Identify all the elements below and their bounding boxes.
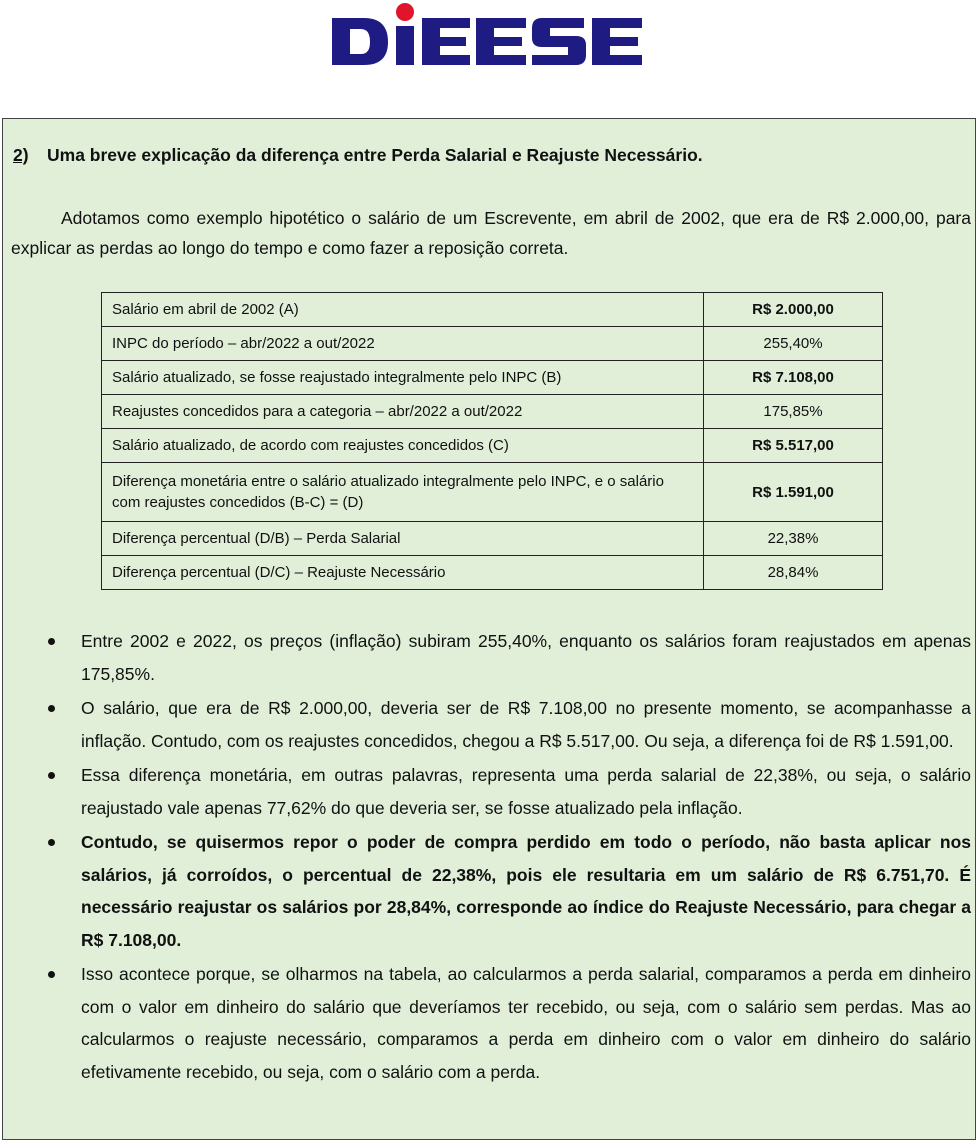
- row-label: Diferença percentual (D/C) – Reajuste Necessário: [102, 556, 704, 590]
- row-value: R$ 5.517,00: [704, 429, 883, 463]
- bullet-dot-icon: [48, 772, 55, 779]
- table-row: [102, 361, 883, 395]
- row-label: INPC do período – abr/2022 a out/2022: [102, 327, 704, 361]
- table-row: [102, 293, 883, 327]
- dieese-logo: [330, 2, 660, 68]
- table-row: [102, 327, 883, 361]
- table-row: [102, 522, 883, 556]
- row-label: Salário atualizado, se fosse reajustado integralmente pelo INPC (B): [102, 361, 704, 395]
- table-row: [102, 429, 883, 463]
- row-label: Diferença monetária entre o salário atualizado integralmente pelo INPC, e o salário com reajustes concedidos (B-C) = (D): [102, 463, 704, 522]
- bullet-dot-icon: [48, 705, 55, 712]
- table-row: [102, 395, 883, 429]
- bullet-text: Contudo, se quisermos repor o poder de compra perdido em todo o período, não basta aplicar nos salários, já corroídos, o percentual de 22,38%, pois ele resultaria em um salário de R$ 6.751,70. É necessário reajustar os salários por 28,84%, corresponde ao índice do Reajuste Necessário, para chegar a R$ 7.108,00.: [81, 832, 971, 950]
- row-value: 255,40%: [704, 327, 883, 361]
- row-value: 28,84%: [704, 556, 883, 590]
- row-label: Diferença percentual (D/B) – Perda Salarial: [102, 522, 704, 556]
- row-label: Reajustes concedidos para a categoria – abr/2022 a out/2022: [102, 395, 704, 429]
- bullet-item: [3, 826, 971, 956]
- logo-dot: [396, 3, 414, 21]
- bullet-list: [3, 625, 971, 1090]
- table-row: [102, 463, 883, 522]
- bullet-text: Isso acontece porque, se olharmos na tabela, ao calcularmos a perda salarial, comparamos a perda em dinheiro com o valor em dinheiro do salário que deveríamos ter recebido, ou seja, com o salário sem perdas. Mas ao calcularmos o reajuste necessário, comparamos a perda em dinheiro com o valor em dinheiro do salário efetivamente recebido, ou seja, com o salário com a perda.: [81, 964, 971, 1082]
- salary-table: [101, 292, 883, 590]
- bullet-item: [3, 958, 971, 1088]
- row-value: 175,85%: [704, 395, 883, 429]
- bullet-text: Entre 2002 e 2022, os preços (inflação) subiram 255,40%, enquanto os salários foram reajustados em apenas 175,85%.: [81, 631, 971, 684]
- section-heading: [13, 145, 703, 166]
- table-row: [102, 556, 883, 590]
- bullet-dot-icon: [48, 839, 55, 846]
- intro-text: Adotamos como exemplo hipotético o salário de um Escrevente, em abril de 2002, que era de R$ 2.000,00, para explicar as perdas ao longo do tempo e como fazer a reposição correta.: [11, 208, 971, 258]
- row-value: R$ 2.000,00: [704, 293, 883, 327]
- bullet-text: Essa diferença monetária, em outras palavras, representa uma perda salarial de 22,38%, ou seja, o salário reajustado vale apenas 77,62% do que deveria ser, se fosse atualizado pela inflação.: [81, 765, 971, 818]
- row-value: R$ 7.108,00: [704, 361, 883, 395]
- row-label: Salário em abril de 2002 (A): [102, 293, 704, 327]
- section-title: Uma breve explicação da diferença entre Perda Salarial e Reajuste Necessário.: [47, 145, 703, 165]
- section-number: 2): [13, 145, 29, 165]
- bullet-dot-icon: [48, 638, 55, 645]
- bullet-item: [3, 625, 971, 690]
- bullet-item: [3, 692, 971, 757]
- row-value: 22,38%: [704, 522, 883, 556]
- intro-paragraph: [11, 203, 971, 263]
- bullet-text: O salário, que era de R$ 2.000,00, deveria ser de R$ 7.108,00 no presente momento, se acompanhasse a inflação. Contudo, com os reajustes concedidos, chegou a R$ 5.517,00. Ou seja, a diferença foi de R$ 1.591,00.: [81, 698, 971, 751]
- bullet-item: [3, 759, 971, 824]
- row-label: Salário atualizado, de acordo com reajustes concedidos (C): [102, 429, 704, 463]
- bullet-dot-icon: [48, 971, 55, 978]
- row-value: R$ 1.591,00: [704, 463, 883, 522]
- content-panel: [2, 118, 976, 1140]
- header: [0, 0, 980, 118]
